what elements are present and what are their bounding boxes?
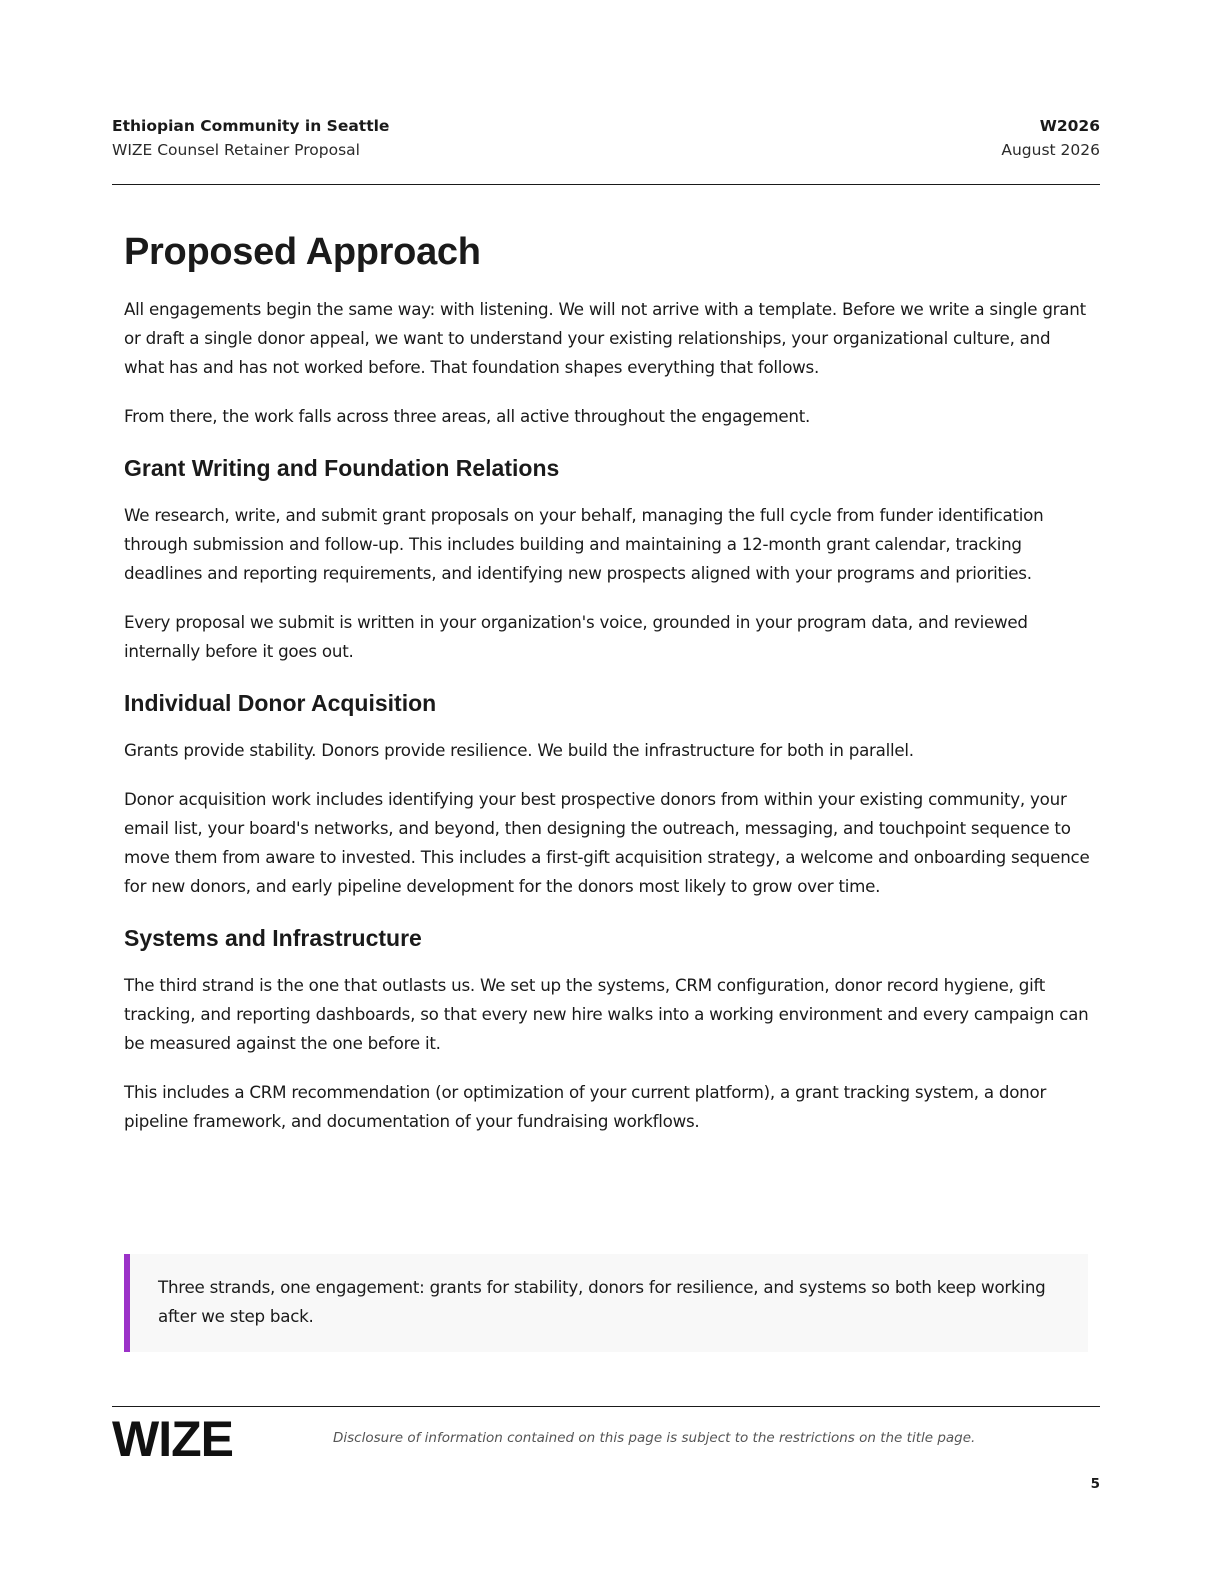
organization-name: Ethiopian Community in Seattle [112, 117, 390, 135]
main-content [124, 226, 1090, 1156]
intro-paragraph: All engagements begin the same way: with listening. We will not arrive with a template. Before we write a single grant or draft a single donor appeal, we want to understand your existing relationships, your organizational culture, and what has and has not worked before. That foundation shapes everything that follows. [124, 299, 1086, 377]
document-title: WIZE Counsel Retainer Proposal [112, 141, 360, 159]
wize-logo: WIZE [112, 1411, 233, 1467]
section-heading-systems: Systems and Infrastructure [124, 925, 422, 951]
section-paragraph: This includes a CRM recommendation (or optimization of your current platform), a grant tracking system, a donor pipeline framework, and documentation of your fundraising workflows. [124, 1082, 1047, 1131]
intro-paragraph: From there, the work falls across three areas, all active throughout the engagement. [124, 406, 811, 426]
page-title: Proposed Approach [124, 231, 481, 273]
section-paragraph: Grants provide stability. Donors provide resilience. We build the infrastructure for both in parallel. [124, 740, 914, 760]
callout-text: Three strands, one engagement: grants for stability, donors for resilience, and systems so both keep working after we step back. [158, 1277, 1046, 1326]
section-heading-donor-acquisition: Individual Donor Acquisition [124, 690, 437, 716]
disclaimer-text: Disclosure of information contained on this page is subject to the restrictions on the title page. [333, 1430, 976, 1446]
header-left [112, 114, 389, 162]
header-right [1001, 114, 1100, 162]
page-footer [112, 1406, 1100, 1467]
document-date: August 2026 [1001, 141, 1100, 159]
callout-box [124, 1254, 1088, 1352]
page-number: 5 [1090, 1476, 1100, 1492]
page-header [112, 114, 1100, 185]
section-heading-grant-writing: Grant Writing and Foundation Relations [124, 455, 560, 481]
section-paragraph: We research, write, and submit grant proposals on your behalf, managing the full cycle from funder identification through submission and follow-up. This includes building and maintaining a 12-month grant calendar, tracking deadlines and reporting requirements, and identifying new prospects aligned with your programs and priorities. [124, 505, 1044, 583]
document-code: W2026 [1039, 117, 1100, 135]
section-paragraph: The third strand is the one that outlasts us. We set up the systems, CRM configuration, donor record hygiene, gift tracking, and reporting dashboards, so that every new hire walks into a working environment and every campaign can be measured against the one before it. [124, 975, 1089, 1053]
section-paragraph: Donor acquisition work includes identifying your best prospective donors from within your existing community, your email list, your board's networks, and beyond, then designing the outreach, messaging, and touchpoint sequence to move them from aware to invested. This includes a first-gift acquisition strategy, a welcome and onboarding sequence for new donors, and early pipeline development for the donors most likely to grow over time. [124, 789, 1090, 896]
section-paragraph: Every proposal we submit is written in your organization's voice, grounded in your program data, and reviewed internally before it goes out. [124, 612, 1028, 661]
